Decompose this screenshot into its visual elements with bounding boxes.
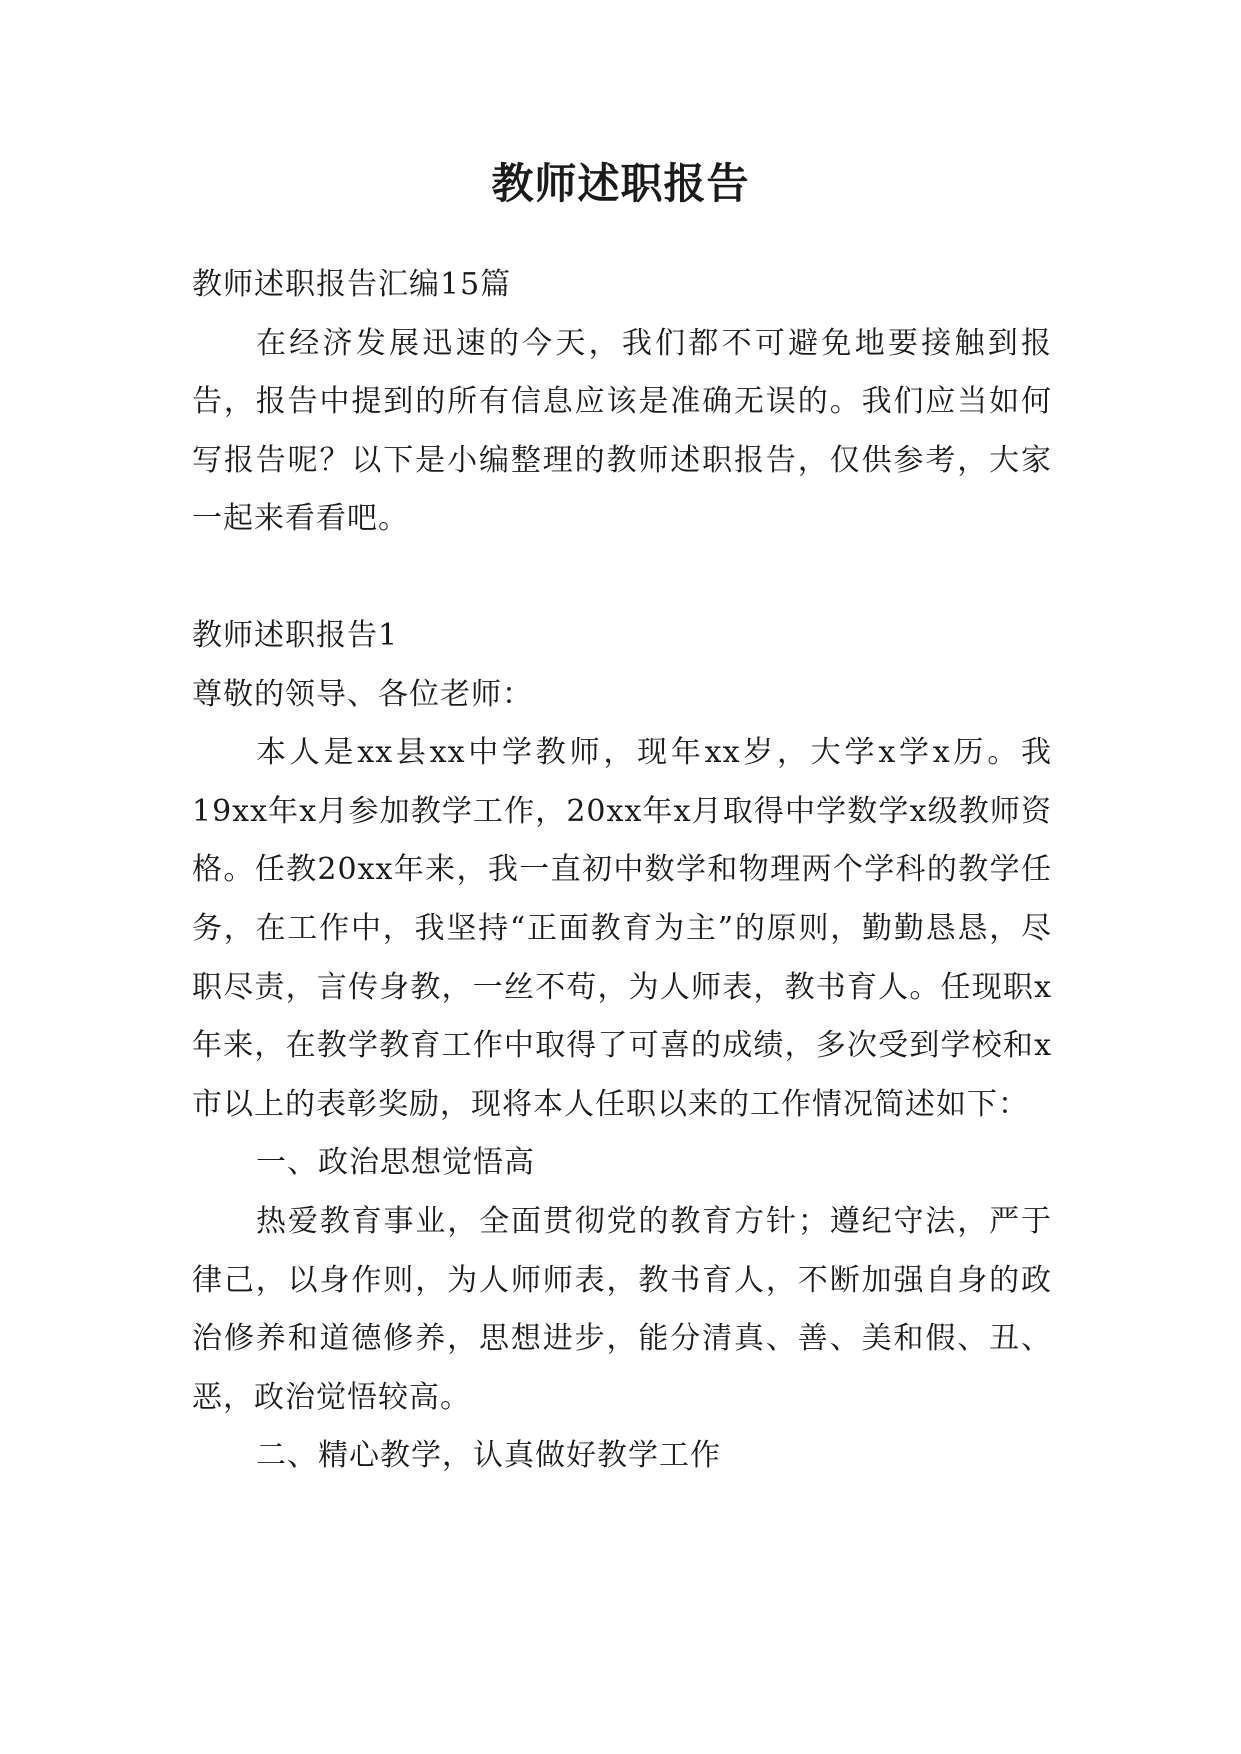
subheading-teaching: 二、精心教学，认真做好教学工作 (256, 1438, 721, 1474)
subheading-politics: 一、政治思想觉悟高 (256, 1145, 535, 1181)
body-paragraph: 热爱教育事业，全面贯彻党的教育方针；遵纪守法，严于律己，以身作则，为人师师表，教书育人，不断加强自身的政治修养和道德修养，思想进步，能分清真、善、美和假、丑、恶，政治觉悟较高。 (192, 1203, 1052, 1415)
section-heading: 教师述职报告1 (192, 617, 399, 653)
intro-paragraph: 在经济发展迅速的今天，我们都不可避免地要接触到报告，报告中提到的所有信息应该是准确无误的。我们应当如何写报告呢？以下是小编整理的教师述职报告，仅供参考，大家一起来看看吧。 (192, 325, 1052, 537)
body-paragraph: 本人是xx县xx中学教师，现年xx岁，大学x学x历。我19xx年x月参加教学工作，20xx年x月取得中学数学x级教师资格。任教20xx年来，我一直初中数学和物理两个学科的教学任务，在工作中，我坚持“正面教育为主”的原则，勤勤恳恳，尽职尽责，言传身教，一丝不苟，为人师表，教书育人。任现职x年来，在教学教育工作中取得了可喜的成绩，多次受到学校和x市以上的表彰奖励，现将本人任职以来的工作情况简述如下： (192, 735, 1052, 1122)
document-title: 教师述职报告 (491, 159, 750, 208)
document-body (192, 256, 1052, 1486)
salutation: 尊敬的领导、各位老师： (192, 676, 533, 712)
paragraph-spacer (192, 549, 1052, 607)
document-subtitle: 教师述职报告汇编15篇 (192, 267, 512, 302)
